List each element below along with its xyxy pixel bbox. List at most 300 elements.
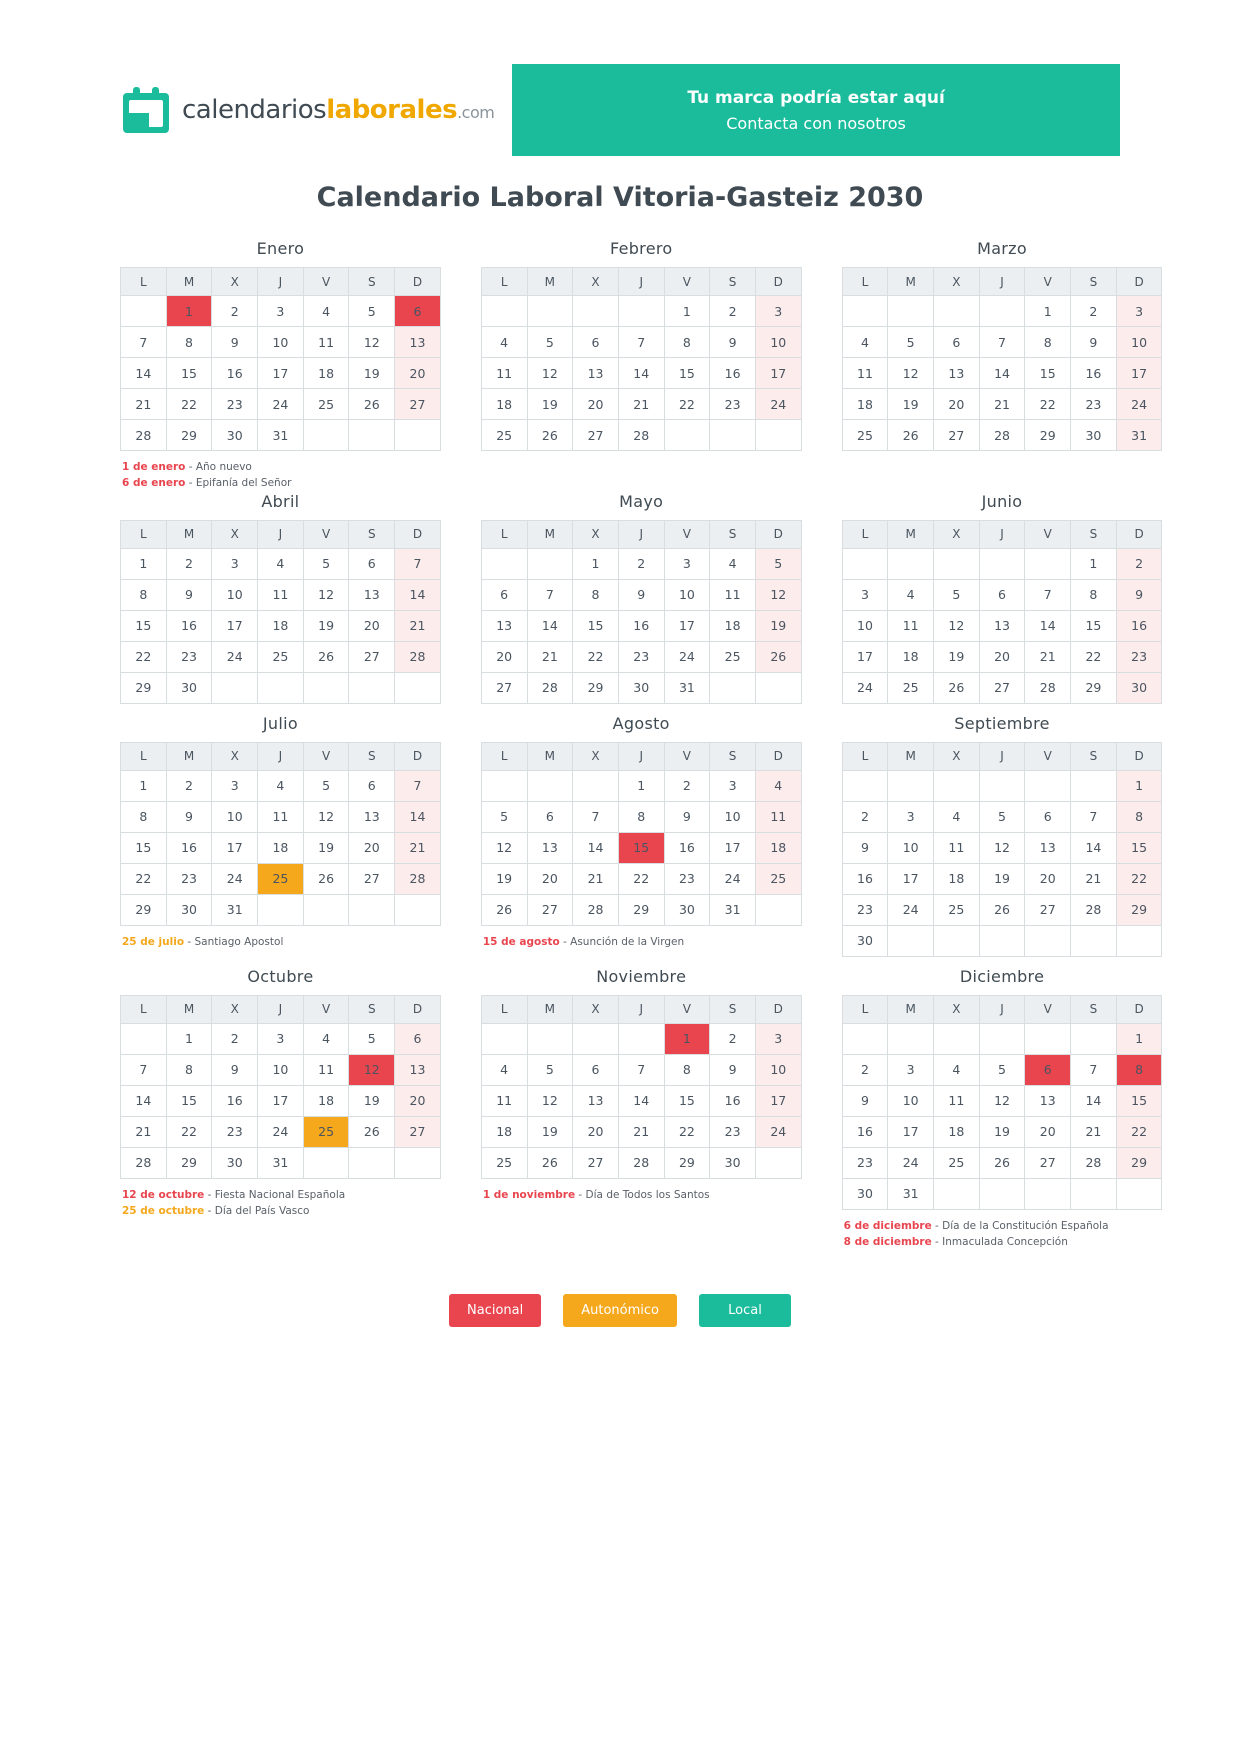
day-cell[interactable]: 28 — [618, 1147, 664, 1178]
day-cell[interactable]: 26 — [527, 420, 573, 451]
day-cell[interactable]: 16 — [166, 610, 212, 641]
day-cell[interactable]: 9 — [1116, 579, 1162, 610]
day-cell[interactable]: 1 — [166, 296, 212, 327]
day-cell[interactable]: 15 — [121, 832, 167, 863]
day-cell[interactable]: 8 — [1116, 801, 1162, 832]
day-cell[interactable]: 29 — [1025, 420, 1071, 451]
day-cell[interactable]: 3 — [258, 296, 304, 327]
day-cell[interactable]: 6 — [395, 1023, 441, 1054]
day-cell[interactable]: 13 — [395, 327, 441, 358]
day-cell[interactable]: 17 — [888, 1116, 934, 1147]
day-cell[interactable]: 10 — [664, 579, 710, 610]
day-cell[interactable]: 2 — [1071, 296, 1117, 327]
day-cell[interactable]: 16 — [166, 832, 212, 863]
day-cell[interactable]: 23 — [212, 389, 258, 420]
day-cell[interactable]: 15 — [664, 358, 710, 389]
day-cell[interactable]: 12 — [349, 327, 395, 358]
day-cell[interactable]: 27 — [395, 389, 441, 420]
day-cell[interactable]: 17 — [258, 358, 304, 389]
day-cell[interactable]: 6 — [934, 327, 980, 358]
day-cell[interactable]: 1 — [1025, 296, 1071, 327]
day-cell[interactable]: 31 — [710, 894, 756, 925]
day-cell[interactable]: 24 — [664, 641, 710, 672]
day-cell[interactable]: 30 — [166, 894, 212, 925]
day-cell[interactable]: 26 — [349, 389, 395, 420]
day-cell[interactable]: 19 — [527, 389, 573, 420]
day-cell[interactable]: 20 — [395, 358, 441, 389]
day-cell[interactable]: 16 — [1071, 358, 1117, 389]
day-cell[interactable]: 22 — [1071, 641, 1117, 672]
day-cell[interactable]: 8 — [573, 579, 619, 610]
day-cell[interactable]: 25 — [303, 389, 349, 420]
day-cell[interactable]: 22 — [121, 863, 167, 894]
day-cell[interactable]: 24 — [258, 389, 304, 420]
day-cell[interactable]: 4 — [481, 1054, 527, 1085]
day-cell[interactable]: 16 — [710, 358, 756, 389]
day-cell[interactable]: 5 — [527, 327, 573, 358]
day-cell[interactable]: 29 — [166, 420, 212, 451]
day-cell[interactable]: 5 — [349, 1023, 395, 1054]
day-cell[interactable]: 22 — [664, 1116, 710, 1147]
day-cell[interactable]: 4 — [481, 327, 527, 358]
day-cell[interactable]: 22 — [618, 863, 664, 894]
day-cell[interactable]: 5 — [755, 548, 801, 579]
day-cell[interactable]: 4 — [888, 579, 934, 610]
day-cell[interactable]: 28 — [1071, 1147, 1117, 1178]
day-cell[interactable]: 17 — [888, 863, 934, 894]
day-cell[interactable]: 14 — [979, 358, 1025, 389]
day-cell[interactable]: 22 — [166, 1116, 212, 1147]
day-cell[interactable]: 15 — [166, 1085, 212, 1116]
day-cell[interactable]: 25 — [303, 1116, 349, 1147]
day-cell[interactable]: 10 — [888, 832, 934, 863]
day-cell[interactable]: 2 — [664, 770, 710, 801]
day-cell[interactable]: 11 — [934, 832, 980, 863]
day-cell[interactable]: 16 — [842, 863, 888, 894]
day-cell[interactable]: 9 — [618, 579, 664, 610]
day-cell[interactable]: 18 — [710, 610, 756, 641]
day-cell[interactable]: 23 — [1116, 641, 1162, 672]
day-cell[interactable]: 30 — [618, 672, 664, 703]
day-cell[interactable]: 21 — [1025, 641, 1071, 672]
day-cell[interactable]: 24 — [888, 1147, 934, 1178]
day-cell[interactable]: 28 — [573, 894, 619, 925]
day-cell[interactable]: 7 — [979, 327, 1025, 358]
day-cell[interactable]: 14 — [1071, 832, 1117, 863]
day-cell[interactable]: 17 — [212, 832, 258, 863]
day-cell[interactable]: 5 — [349, 296, 395, 327]
day-cell[interactable]: 23 — [166, 641, 212, 672]
day-cell[interactable]: 13 — [481, 610, 527, 641]
day-cell[interactable]: 20 — [573, 389, 619, 420]
day-cell[interactable]: 25 — [842, 420, 888, 451]
day-cell[interactable]: 10 — [710, 801, 756, 832]
day-cell[interactable]: 20 — [349, 832, 395, 863]
day-cell[interactable]: 21 — [618, 389, 664, 420]
day-cell[interactable]: 26 — [303, 863, 349, 894]
day-cell[interactable]: 29 — [573, 672, 619, 703]
day-cell[interactable]: 14 — [395, 801, 441, 832]
day-cell[interactable]: 14 — [121, 358, 167, 389]
day-cell[interactable]: 8 — [121, 579, 167, 610]
day-cell[interactable]: 1 — [1071, 548, 1117, 579]
day-cell[interactable]: 8 — [121, 801, 167, 832]
day-cell[interactable]: 31 — [258, 1147, 304, 1178]
day-cell[interactable]: 9 — [212, 1054, 258, 1085]
day-cell[interactable]: 27 — [979, 672, 1025, 703]
day-cell[interactable]: 6 — [979, 579, 1025, 610]
day-cell[interactable]: 29 — [1116, 1147, 1162, 1178]
day-cell[interactable]: 31 — [888, 1178, 934, 1209]
day-cell[interactable]: 8 — [166, 1054, 212, 1085]
day-cell[interactable]: 25 — [755, 863, 801, 894]
day-cell[interactable]: 23 — [212, 1116, 258, 1147]
day-cell[interactable]: 12 — [979, 832, 1025, 863]
day-cell[interactable]: 5 — [979, 1054, 1025, 1085]
day-cell[interactable]: 5 — [303, 548, 349, 579]
day-cell[interactable]: 3 — [212, 548, 258, 579]
day-cell[interactable]: 4 — [934, 801, 980, 832]
day-cell[interactable]: 10 — [842, 610, 888, 641]
day-cell[interactable]: 30 — [664, 894, 710, 925]
day-cell[interactable]: 27 — [395, 1116, 441, 1147]
day-cell[interactable]: 8 — [664, 1054, 710, 1085]
day-cell[interactable]: 29 — [1071, 672, 1117, 703]
day-cell[interactable]: 7 — [1071, 1054, 1117, 1085]
day-cell[interactable]: 8 — [664, 327, 710, 358]
day-cell[interactable]: 7 — [618, 1054, 664, 1085]
day-cell[interactable]: 18 — [481, 1116, 527, 1147]
day-cell[interactable]: 23 — [166, 863, 212, 894]
day-cell[interactable]: 4 — [755, 770, 801, 801]
day-cell[interactable]: 12 — [349, 1054, 395, 1085]
day-cell[interactable]: 30 — [842, 1178, 888, 1209]
day-cell[interactable]: 3 — [664, 548, 710, 579]
day-cell[interactable]: 12 — [979, 1085, 1025, 1116]
day-cell[interactable]: 15 — [121, 610, 167, 641]
day-cell[interactable]: 28 — [395, 863, 441, 894]
day-cell[interactable]: 8 — [1116, 1054, 1162, 1085]
day-cell[interactable]: 30 — [710, 1147, 756, 1178]
day-cell[interactable]: 6 — [1025, 801, 1071, 832]
day-cell[interactable]: 2 — [212, 296, 258, 327]
day-cell[interactable]: 4 — [842, 327, 888, 358]
day-cell[interactable]: 24 — [212, 641, 258, 672]
day-cell[interactable]: 26 — [303, 641, 349, 672]
day-cell[interactable]: 12 — [934, 610, 980, 641]
day-cell[interactable]: 6 — [527, 801, 573, 832]
day-cell[interactable]: 31 — [212, 894, 258, 925]
day-cell[interactable]: 11 — [842, 358, 888, 389]
day-cell[interactable]: 22 — [664, 389, 710, 420]
day-cell[interactable]: 13 — [979, 610, 1025, 641]
day-cell[interactable]: 3 — [842, 579, 888, 610]
day-cell[interactable]: 9 — [842, 832, 888, 863]
day-cell[interactable]: 15 — [1025, 358, 1071, 389]
day-cell[interactable]: 13 — [1025, 832, 1071, 863]
day-cell[interactable]: 23 — [842, 1147, 888, 1178]
day-cell[interactable]: 4 — [303, 296, 349, 327]
day-cell[interactable]: 14 — [618, 358, 664, 389]
day-cell[interactable]: 23 — [710, 389, 756, 420]
day-cell[interactable]: 27 — [349, 641, 395, 672]
day-cell[interactable]: 28 — [527, 672, 573, 703]
day-cell[interactable]: 7 — [618, 327, 664, 358]
day-cell[interactable]: 9 — [710, 1054, 756, 1085]
day-cell[interactable]: 14 — [1071, 1085, 1117, 1116]
day-cell[interactable]: 5 — [979, 801, 1025, 832]
day-cell[interactable]: 9 — [842, 1085, 888, 1116]
day-cell[interactable]: 20 — [481, 641, 527, 672]
day-cell[interactable]: 28 — [618, 420, 664, 451]
day-cell[interactable]: 1 — [1116, 770, 1162, 801]
day-cell[interactable]: 18 — [934, 863, 980, 894]
day-cell[interactable]: 1 — [121, 548, 167, 579]
day-cell[interactable]: 2 — [710, 1023, 756, 1054]
day-cell[interactable]: 26 — [481, 894, 527, 925]
day-cell[interactable]: 10 — [755, 1054, 801, 1085]
day-cell[interactable]: 4 — [258, 770, 304, 801]
day-cell[interactable]: 13 — [349, 801, 395, 832]
day-cell[interactable]: 11 — [934, 1085, 980, 1116]
day-cell[interactable]: 4 — [710, 548, 756, 579]
day-cell[interactable]: 11 — [755, 801, 801, 832]
day-cell[interactable]: 5 — [888, 327, 934, 358]
legend-item-nacional[interactable]: Nacional — [449, 1294, 541, 1327]
day-cell[interactable]: 24 — [888, 894, 934, 925]
day-cell[interactable]: 25 — [481, 420, 527, 451]
day-cell[interactable]: 9 — [166, 801, 212, 832]
day-cell[interactable]: 12 — [303, 579, 349, 610]
day-cell[interactable]: 21 — [1071, 863, 1117, 894]
day-cell[interactable]: 7 — [573, 801, 619, 832]
day-cell[interactable]: 23 — [618, 641, 664, 672]
day-cell[interactable]: 3 — [888, 801, 934, 832]
day-cell[interactable]: 15 — [166, 358, 212, 389]
day-cell[interactable]: 25 — [258, 863, 304, 894]
day-cell[interactable]: 22 — [1025, 389, 1071, 420]
day-cell[interactable]: 4 — [303, 1023, 349, 1054]
day-cell[interactable]: 31 — [664, 672, 710, 703]
day-cell[interactable]: 11 — [258, 801, 304, 832]
day-cell[interactable]: 11 — [888, 610, 934, 641]
day-cell[interactable]: 14 — [1025, 610, 1071, 641]
day-cell[interactable]: 30 — [842, 925, 888, 956]
day-cell[interactable]: 21 — [121, 1116, 167, 1147]
day-cell[interactable]: 24 — [755, 389, 801, 420]
day-cell[interactable]: 11 — [258, 579, 304, 610]
day-cell[interactable]: 25 — [934, 1147, 980, 1178]
day-cell[interactable]: 21 — [618, 1116, 664, 1147]
day-cell[interactable]: 3 — [888, 1054, 934, 1085]
day-cell[interactable]: 30 — [1116, 672, 1162, 703]
day-cell[interactable]: 21 — [573, 863, 619, 894]
day-cell[interactable]: 5 — [303, 770, 349, 801]
day-cell[interactable]: 12 — [527, 1085, 573, 1116]
day-cell[interactable]: 16 — [1116, 610, 1162, 641]
day-cell[interactable]: 26 — [755, 641, 801, 672]
day-cell[interactable]: 6 — [1025, 1054, 1071, 1085]
day-cell[interactable]: 15 — [618, 832, 664, 863]
day-cell[interactable]: 24 — [212, 863, 258, 894]
day-cell[interactable]: 12 — [481, 832, 527, 863]
day-cell[interactable]: 21 — [121, 389, 167, 420]
day-cell[interactable]: 22 — [1116, 1116, 1162, 1147]
day-cell[interactable]: 22 — [166, 389, 212, 420]
day-cell[interactable]: 10 — [888, 1085, 934, 1116]
day-cell[interactable]: 5 — [527, 1054, 573, 1085]
day-cell[interactable]: 9 — [710, 327, 756, 358]
day-cell[interactable]: 6 — [573, 1054, 619, 1085]
day-cell[interactable]: 13 — [1025, 1085, 1071, 1116]
day-cell[interactable]: 17 — [710, 832, 756, 863]
day-cell[interactable]: 15 — [1071, 610, 1117, 641]
day-cell[interactable]: 11 — [481, 1085, 527, 1116]
day-cell[interactable]: 13 — [395, 1054, 441, 1085]
day-cell[interactable]: 20 — [1025, 863, 1071, 894]
day-cell[interactable]: 25 — [710, 641, 756, 672]
day-cell[interactable]: 15 — [664, 1085, 710, 1116]
day-cell[interactable]: 8 — [1071, 579, 1117, 610]
day-cell[interactable]: 17 — [664, 610, 710, 641]
day-cell[interactable]: 10 — [212, 579, 258, 610]
day-cell[interactable]: 27 — [573, 1147, 619, 1178]
day-cell[interactable]: 19 — [303, 832, 349, 863]
day-cell[interactable]: 29 — [1116, 894, 1162, 925]
legend-item-autonómico[interactable]: Autonómico — [563, 1294, 677, 1327]
day-cell[interactable]: 26 — [979, 894, 1025, 925]
day-cell[interactable]: 3 — [755, 296, 801, 327]
day-cell[interactable]: 26 — [527, 1147, 573, 1178]
day-cell[interactable]: 23 — [664, 863, 710, 894]
day-cell[interactable]: 2 — [212, 1023, 258, 1054]
day-cell[interactable]: 18 — [934, 1116, 980, 1147]
day-cell[interactable]: 15 — [1116, 1085, 1162, 1116]
day-cell[interactable]: 28 — [121, 1147, 167, 1178]
day-cell[interactable]: 1 — [664, 1023, 710, 1054]
day-cell[interactable]: 15 — [573, 610, 619, 641]
day-cell[interactable]: 30 — [166, 672, 212, 703]
day-cell[interactable]: 3 — [710, 770, 756, 801]
day-cell[interactable]: 5 — [934, 579, 980, 610]
day-cell[interactable]: 13 — [573, 358, 619, 389]
day-cell[interactable]: 17 — [755, 358, 801, 389]
day-cell[interactable]: 21 — [979, 389, 1025, 420]
day-cell[interactable]: 21 — [395, 832, 441, 863]
day-cell[interactable]: 19 — [755, 610, 801, 641]
day-cell[interactable]: 21 — [395, 610, 441, 641]
day-cell[interactable]: 16 — [842, 1116, 888, 1147]
day-cell[interactable]: 2 — [1116, 548, 1162, 579]
day-cell[interactable]: 3 — [212, 770, 258, 801]
day-cell[interactable]: 11 — [710, 579, 756, 610]
day-cell[interactable]: 27 — [349, 863, 395, 894]
day-cell[interactable]: 19 — [934, 641, 980, 672]
day-cell[interactable]: 4 — [258, 548, 304, 579]
day-cell[interactable]: 29 — [664, 1147, 710, 1178]
day-cell[interactable]: 20 — [573, 1116, 619, 1147]
day-cell[interactable]: 29 — [121, 894, 167, 925]
day-cell[interactable]: 16 — [212, 358, 258, 389]
day-cell[interactable]: 2 — [618, 548, 664, 579]
day-cell[interactable]: 17 — [212, 610, 258, 641]
day-cell[interactable]: 30 — [212, 1147, 258, 1178]
day-cell[interactable]: 17 — [842, 641, 888, 672]
day-cell[interactable]: 31 — [258, 420, 304, 451]
day-cell[interactable]: 20 — [527, 863, 573, 894]
day-cell[interactable]: 2 — [710, 296, 756, 327]
day-cell[interactable]: 13 — [934, 358, 980, 389]
day-cell[interactable]: 28 — [395, 641, 441, 672]
legend-item-local[interactable]: Local — [699, 1294, 791, 1327]
day-cell[interactable]: 29 — [166, 1147, 212, 1178]
day-cell[interactable]: 20 — [349, 610, 395, 641]
day-cell[interactable]: 14 — [573, 832, 619, 863]
day-cell[interactable]: 16 — [710, 1085, 756, 1116]
day-cell[interactable]: 7 — [121, 327, 167, 358]
day-cell[interactable]: 18 — [258, 610, 304, 641]
day-cell[interactable]: 30 — [212, 420, 258, 451]
ad-banner[interactable] — [512, 64, 1120, 156]
day-cell[interactable]: 28 — [1025, 672, 1071, 703]
day-cell[interactable]: 12 — [888, 358, 934, 389]
day-cell[interactable]: 9 — [166, 579, 212, 610]
day-cell[interactable]: 25 — [258, 641, 304, 672]
day-cell[interactable]: 1 — [664, 296, 710, 327]
day-cell[interactable]: 11 — [303, 1054, 349, 1085]
day-cell[interactable]: 16 — [212, 1085, 258, 1116]
day-cell[interactable]: 3 — [258, 1023, 304, 1054]
day-cell[interactable]: 14 — [395, 579, 441, 610]
day-cell[interactable]: 7 — [395, 770, 441, 801]
day-cell[interactable]: 7 — [1071, 801, 1117, 832]
day-cell[interactable]: 25 — [934, 894, 980, 925]
day-cell[interactable]: 8 — [618, 801, 664, 832]
day-cell[interactable]: 15 — [1116, 832, 1162, 863]
day-cell[interactable]: 11 — [481, 358, 527, 389]
day-cell[interactable]: 23 — [842, 894, 888, 925]
day-cell[interactable]: 21 — [1071, 1116, 1117, 1147]
day-cell[interactable]: 28 — [121, 420, 167, 451]
day-cell[interactable]: 6 — [573, 327, 619, 358]
day-cell[interactable]: 11 — [303, 327, 349, 358]
day-cell[interactable]: 24 — [1116, 389, 1162, 420]
day-cell[interactable]: 16 — [664, 832, 710, 863]
day-cell[interactable]: 3 — [1116, 296, 1162, 327]
day-cell[interactable]: 13 — [349, 579, 395, 610]
day-cell[interactable]: 29 — [618, 894, 664, 925]
day-cell[interactable]: 26 — [979, 1147, 1025, 1178]
day-cell[interactable]: 28 — [979, 420, 1025, 451]
day-cell[interactable]: 14 — [121, 1085, 167, 1116]
day-cell[interactable]: 10 — [1116, 327, 1162, 358]
day-cell[interactable]: 6 — [481, 579, 527, 610]
day-cell[interactable]: 19 — [888, 389, 934, 420]
day-cell[interactable]: 18 — [481, 389, 527, 420]
day-cell[interactable]: 20 — [1025, 1116, 1071, 1147]
day-cell[interactable]: 22 — [121, 641, 167, 672]
day-cell[interactable]: 1 — [166, 1023, 212, 1054]
day-cell[interactable]: 8 — [1025, 327, 1071, 358]
day-cell[interactable]: 31 — [1116, 420, 1162, 451]
day-cell[interactable]: 19 — [979, 863, 1025, 894]
day-cell[interactable]: 3 — [755, 1023, 801, 1054]
day-cell[interactable]: 24 — [755, 1116, 801, 1147]
day-cell[interactable]: 2 — [842, 1054, 888, 1085]
day-cell[interactable]: 14 — [527, 610, 573, 641]
day-cell[interactable]: 16 — [618, 610, 664, 641]
day-cell[interactable]: 27 — [481, 672, 527, 703]
